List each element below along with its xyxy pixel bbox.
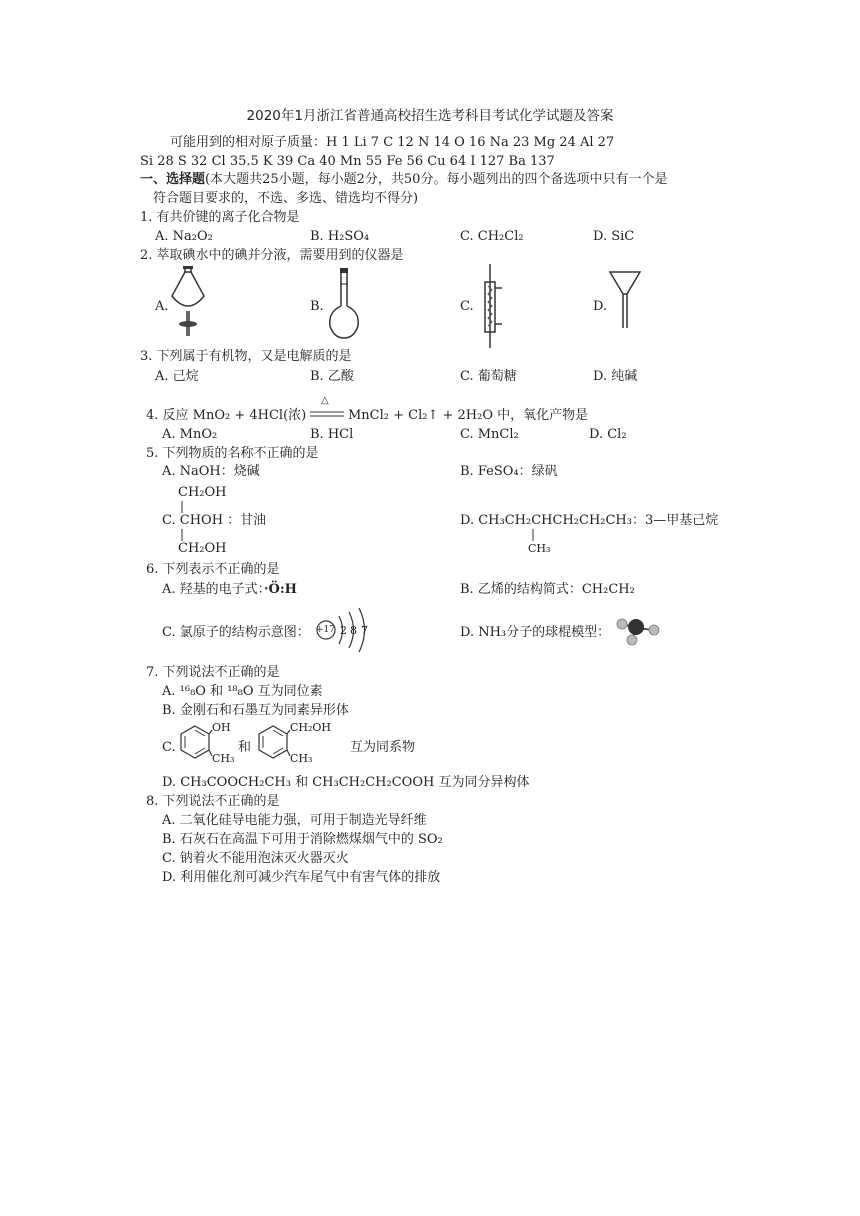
q6-option-a-label: A. 羟基的电子式：	[162, 582, 271, 597]
volumetric-flask-icon	[326, 268, 362, 342]
q8-option-c: C. 钠着火不能用泡沫灭火器灭火	[162, 851, 349, 866]
separatory-funnel-icon	[168, 266, 208, 342]
q3-option-b: B. 乙酸	[310, 369, 354, 384]
q1-option-a: A. Na₂O₂	[155, 229, 213, 244]
shell-1-count: 2	[340, 624, 347, 637]
section-heading: 一、选择题	[140, 172, 206, 187]
bond-line	[181, 529, 183, 541]
q5-option-b: B. FeSO₄：绿矾	[460, 464, 558, 479]
q7-option-c-label: C.	[162, 740, 176, 755]
q2-stem: 2. 萃取碘水中的碘并分液，需要用到的仪器是	[140, 248, 404, 263]
o-cresol-structure-icon	[178, 722, 212, 762]
q3-stem: 3. 下列属于有机物，又是电解质的是	[140, 349, 352, 364]
q5-d-sub: CH₃	[528, 542, 551, 555]
q7-stem: 7. 下列说法不正确的是	[146, 665, 280, 680]
q7-option-b: B. 金刚石和石墨互为同素异形体	[162, 703, 349, 718]
q7-c-and: 和	[238, 740, 252, 755]
hydroxyl-electron-formula: ·Ö:H	[264, 582, 297, 597]
document-title: 2020年1月浙江省普通高校招生选考科目考试化学试题及答案	[246, 108, 614, 124]
q2-option-a-label: A.	[155, 299, 169, 314]
q8-option-a: A. 二氧化硅导电能力强，可用于制造光导纤维	[162, 813, 427, 828]
q6-option-c-label: C. 氯原子的结构示意图：	[162, 625, 310, 640]
q3-option-a: A. 己烷	[155, 369, 199, 384]
section-desc-1: (本大题共25小题，每小题2分，共50分。每小题列出的四个备选项中只有一个是	[205, 172, 668, 187]
q2-option-c-label: C.	[460, 299, 474, 314]
reaction-equals-icon	[310, 410, 344, 418]
q7-c-ch3-2: CH₃	[290, 752, 313, 765]
condenser-icon	[478, 264, 506, 348]
q8-stem: 8. 下列说法不正确的是	[146, 794, 280, 809]
q3-option-c: C. 葡萄糖	[460, 369, 517, 384]
q5-c-top: CH₂OH	[178, 485, 227, 500]
q6-option-d: D. NH₃分子的球棍模型：	[460, 625, 611, 640]
funnel-icon	[608, 270, 642, 332]
q8-option-d: D. 利用催化剂可减少汽车尾气中有害气体的排放	[162, 870, 441, 885]
q1-option-c: C. CH₂Cl₂	[460, 229, 524, 244]
q1-option-d: D. SiC	[593, 229, 635, 244]
q3-option-d: D. 纯碱	[593, 369, 638, 384]
q4-stem-pre: 4. 反应 MnO₂ + 4HCl(浓)	[146, 408, 307, 423]
shell-3-count: 7	[361, 624, 368, 637]
q6-option-b: B. 乙烯的结构简式：CH₂CH₂	[460, 582, 635, 597]
q7-c-ch2oh: CH₂OH	[290, 721, 332, 734]
heat-mark: △	[321, 395, 329, 406]
q1-stem: 1. 有共价键的离子化合物是	[140, 210, 300, 225]
q5-option-a: A. NaOH：烧碱	[162, 464, 260, 479]
section-header	[140, 172, 667, 188]
q7-option-a: A. ¹⁶₈O 和 ¹⁸₈O 互为同位素	[162, 684, 323, 699]
q5-c-bottom: CH₂OH	[178, 541, 227, 556]
q5-option-c: C. CHOH ：甘油	[162, 513, 267, 528]
bond-line	[181, 501, 183, 513]
q4-option-c: C. MnCl₂	[460, 427, 519, 442]
bond-line	[532, 529, 534, 541]
q5-option-d: D. CH₃CH₂CHCH₂CH₂CH₃：3—甲基己烷	[460, 513, 719, 528]
q2-option-d-label: D.	[593, 299, 608, 314]
methylbenzyl-alcohol-structure-icon	[256, 722, 290, 762]
q5-stem: 5. 下列物质的名称不正确的是	[146, 446, 319, 461]
atomic-masses-line2: Si 28 S 32 Cl 35.5 K 39 Ca 40 Mn 55 Fe 56 Cu 64 I 127 Ba 137	[140, 154, 555, 169]
section-desc-2: 符合题目要求的，不选、多选、错选均不得分)	[153, 191, 419, 206]
ammonia-ball-stick-model-icon	[614, 614, 664, 646]
q6-stem: 6. 下列表示不正确的是	[146, 562, 280, 577]
q2-option-b-label: B.	[310, 299, 324, 314]
nucleus-label: +17	[316, 625, 335, 635]
q7-c-oh: OH	[212, 721, 231, 734]
q7-option-d: D. CH₃COOCH₂CH₃ 和 CH₃CH₂CH₂COOH 互为同分异构体	[162, 775, 530, 790]
q7-c-ch3-1: CH₃	[212, 752, 235, 765]
q8-option-b: B. 石灰石在高温下可用于消除燃煤烟气中的 SO₂	[162, 832, 443, 847]
atomic-masses-line1: 可能用到的相对原子质量：H 1 Li 7 C 12 N 14 O 16 Na 23 Mg 24 Al 27	[170, 135, 615, 150]
q4-stem-post: MnCl₂ + Cl₂↑ + 2H₂O 中，氧化产物是	[348, 408, 589, 423]
q1-option-b: B. H₂SO₄	[310, 229, 370, 244]
q4-option-a: A. MnO₂	[162, 427, 218, 442]
q4-option-d: D. Cl₂	[589, 427, 627, 442]
q7-c-tail: 互为同系物	[350, 740, 416, 755]
q4-option-b: B. HCl	[310, 427, 354, 442]
shell-2-count: 8	[350, 624, 357, 637]
